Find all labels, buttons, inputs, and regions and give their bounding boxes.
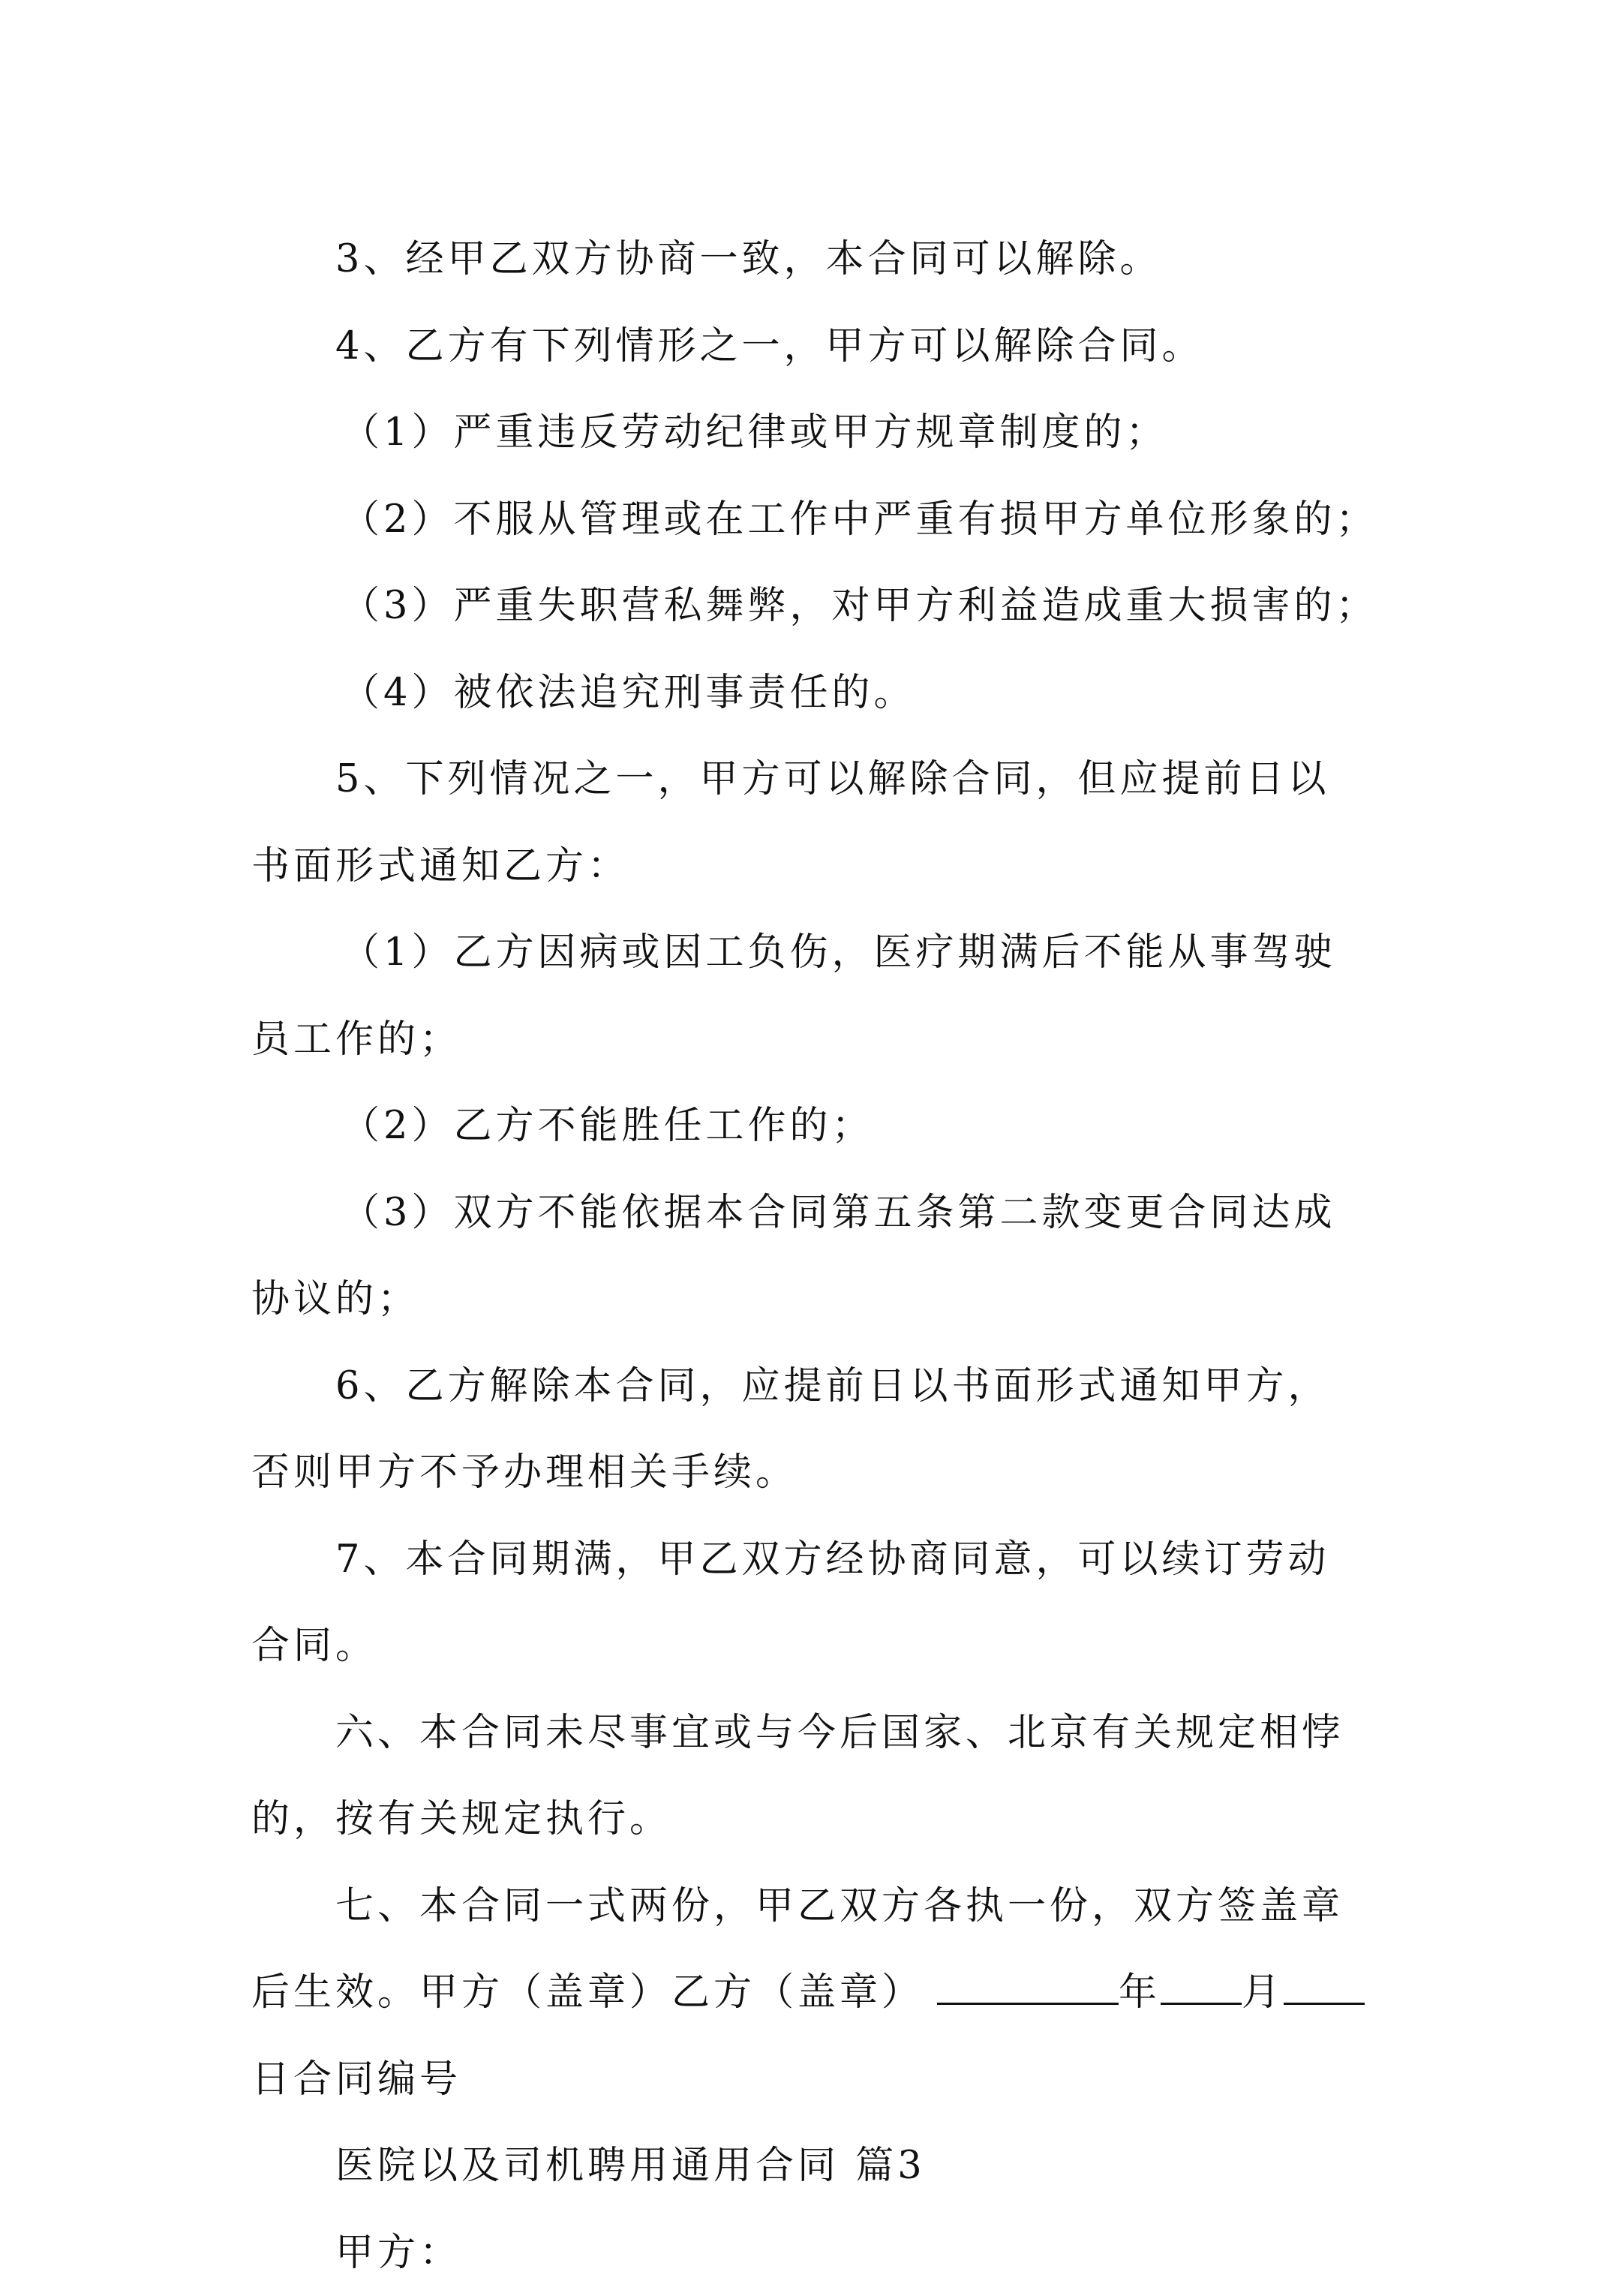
clause-4-item-2: （2）不服从管理或在工作中严重有损甲方单位形象的； [251,476,1377,563]
clause-5-item-2: （2）乙方不能胜任工作的； [251,1083,1377,1170]
signature-line [251,1949,1377,2036]
clause-3: 3、经甲乙双方协商一致，本合同可以解除。 [251,216,1377,303]
article-7: 七、本合同一式两份，甲乙双方各执一份，双方签盖章 [251,1863,1377,1950]
clause-5: 5、下列情况之一，甲方可以解除合同，但应提前日以 [251,736,1377,823]
clause-4: 4、乙方有下列情形之一，甲方可以解除合同。 [251,303,1377,390]
section-heading: 医院以及司机聘用通用合同 篇3 [251,2123,1377,2210]
month-blank [1161,1964,1242,2005]
article-6: 六、本合同未尽事宜或与今后国家、北京有关规定相悖 [251,1690,1377,1777]
clause-5-item-1: （1）乙方因病或因工负伤，医疗期满后不能从事驾驶 [251,909,1377,996]
clause-7-cont: 合同。 [251,1603,1377,1690]
clause-5-cont: 书面形式通知乙方： [251,823,1377,910]
document-body [251,216,1377,2296]
year-blank [937,1964,1119,2005]
clause-5-item-3: （3）双方不能依据本合同第五条第二款变更合同达成 [251,1170,1377,1257]
clause-4-item-4: （4）被依法追究刑事责任的。 [251,650,1377,737]
year-label: 年 [1119,1949,1161,2036]
clause-4-item-1: （1）严重违反劳动纪律或甲方规章制度的； [251,389,1377,476]
clause-6: 6、乙方解除本合同，应提前日以书面形式通知甲方， [251,1343,1377,1430]
month-label: 月 [1242,1949,1284,2036]
clause-7: 7、本合同期满，甲乙双方经协商同意，可以续订劳动 [251,1516,1377,1603]
day-blank [1284,1964,1365,2005]
party-a-label: 甲方： [251,2210,1377,2296]
clause-5-item-1-cont: 员工作的； [251,996,1377,1083]
clause-6-cont: 否则甲方不予办理相关手续。 [251,1429,1377,1516]
contract-number-label: 日合同编号 [251,2036,1377,2123]
clause-4-item-3: （3）严重失职营私舞弊，对甲方利益造成重大损害的； [251,563,1377,650]
article-6-cont: 的，按有关规定执行。 [251,1776,1377,1863]
signature-prefix: 后生效。甲方（盖章）乙方（盖章） [251,1949,924,2036]
clause-5-item-3-cont: 协议的； [251,1256,1377,1343]
